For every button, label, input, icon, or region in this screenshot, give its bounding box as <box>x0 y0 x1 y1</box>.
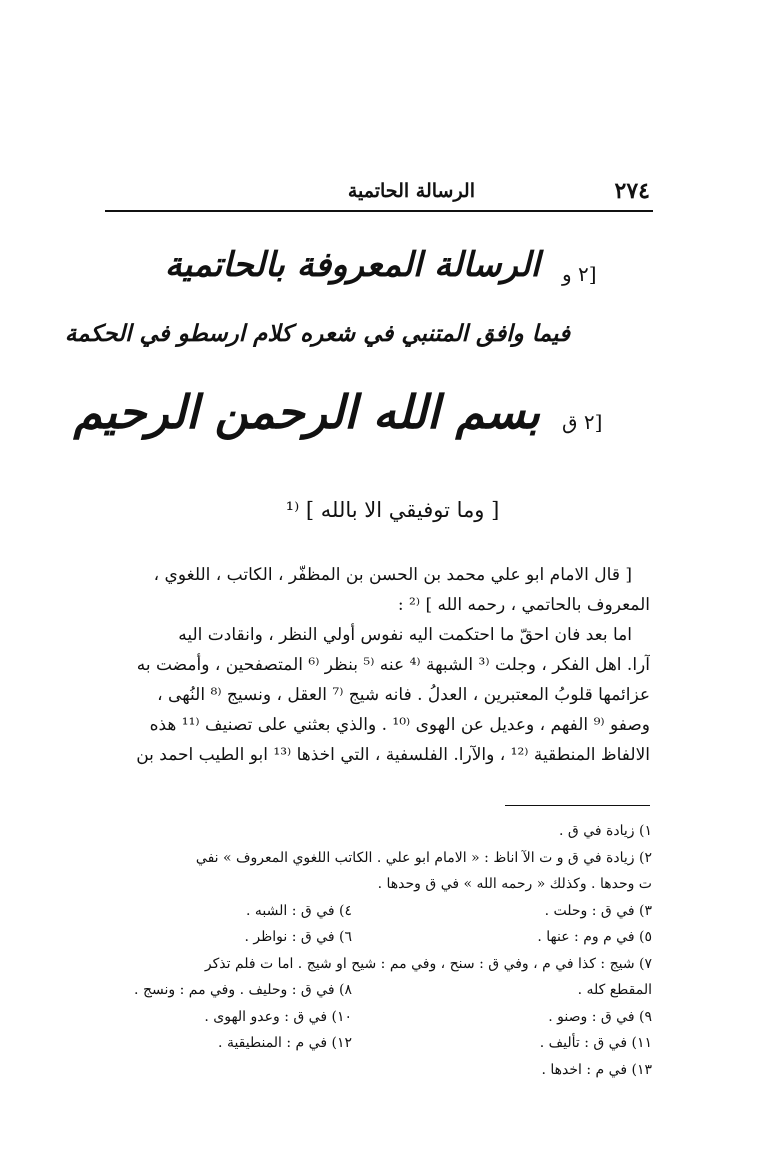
footnote-pair <box>100 977 652 1004</box>
footnote: ٦) في ق : نواظر . <box>244 929 352 945</box>
footnotes <box>100 818 652 1083</box>
footnote-pair <box>100 1030 652 1057</box>
page-number: ٢٧٤ <box>614 178 650 204</box>
body-line: عزائمها قلوبُ المعتبرين ، العدلُ . فانه شيج ⁽⁷ العقل ، ونسيج ⁽⁸ النُهى ، <box>157 685 650 705</box>
basmala: بسم الله الرحمن الرحيم <box>73 385 540 439</box>
treatise-title: الرسالة المعروفة بالحاتمية <box>164 245 540 285</box>
footnote: ٤) في ق : الشبه . <box>245 902 352 919</box>
footnote-continuation: المقطع كله . <box>577 982 652 998</box>
footnote: ٧) شيج : كذا في م ، وفي ق : سنح ، وفي مم : شيح او شيج . اما ت فلم تذكر <box>204 955 652 972</box>
folio-marker-basmala: [٢ ق <box>562 410 603 434</box>
footnote: ١٠) في ق : وعدو الهوى . <box>204 1008 352 1025</box>
treatise-subtitle: فيما وافق المتنبي في شعره كلام ارسطو في الحكمة <box>64 320 570 347</box>
body-line: اما بعد فان احقّ ما احتكمت اليه نفوس أولي النظر ، وانقادت اليه <box>178 625 632 645</box>
header-rule <box>105 210 653 212</box>
body-line: [ قال الامام ابو علي محمد بن الحسن بن المظفّر ، الكاتب ، اللغوي ، <box>153 565 632 585</box>
running-title: الرسالة الحاتمية <box>347 180 475 202</box>
footnote: ١) زيادة في ق . <box>559 823 652 839</box>
body-line: وصفو ⁽⁹ الفهم ، وعديل عن الهوى ⁽¹⁰ . والذي بعثني على تصنيف ⁽¹¹ هذه <box>149 715 650 735</box>
body-line: آرا. اهل الفكر ، وجلت ⁽³ الشبهة ⁽⁴ عنه ⁽⁵ بنظر ⁽⁶ المتصفحين ، وأمضت به <box>136 655 650 675</box>
running-header <box>105 178 650 208</box>
body-line: الالفاظ المنطقية ⁽¹² ، والآرا. الفلسفية ، التي اخذها ⁽¹³ ابو الطيب احمد بن <box>136 745 650 765</box>
footnote: ٣) في ق : وحلت . <box>544 902 652 919</box>
footnote-pair <box>100 898 652 925</box>
footnote: ٩) في ق : وصنو . <box>548 1008 652 1025</box>
footnote: ١٢) في م : المنطيقية . <box>218 1035 352 1051</box>
footnote: ١١) في ق : تأليف . <box>539 1035 652 1051</box>
footnote: ٥) في م وم : عنها . <box>537 929 652 945</box>
footnote-pair <box>100 924 652 951</box>
folio-marker-title: [٢ و <box>562 262 597 286</box>
footnote-continuation: ت وحدها . وكذلك « رحمه الله » في ق وحدها . <box>377 876 652 892</box>
footnote: ١٣) في م : اخدها . <box>541 1061 652 1078</box>
body-line: المعروف بالحاتمي ، رحمه الله ] ⁽² : <box>397 595 650 615</box>
footnote-rule <box>505 805 650 806</box>
footnote-pair <box>100 1004 652 1031</box>
invocation: [ وما توفيقي الا بالله ] ⁽¹ <box>285 498 500 522</box>
footnote: ٨) في ق : وحليف . وفي مم : ونسج . <box>134 982 352 998</box>
body-text <box>102 560 650 770</box>
footnote: ٢) زيادة في ق و ت الآ اناظ : « الامام ابو علي . الكاتب اللغوي المعروف » نفي <box>195 849 652 866</box>
